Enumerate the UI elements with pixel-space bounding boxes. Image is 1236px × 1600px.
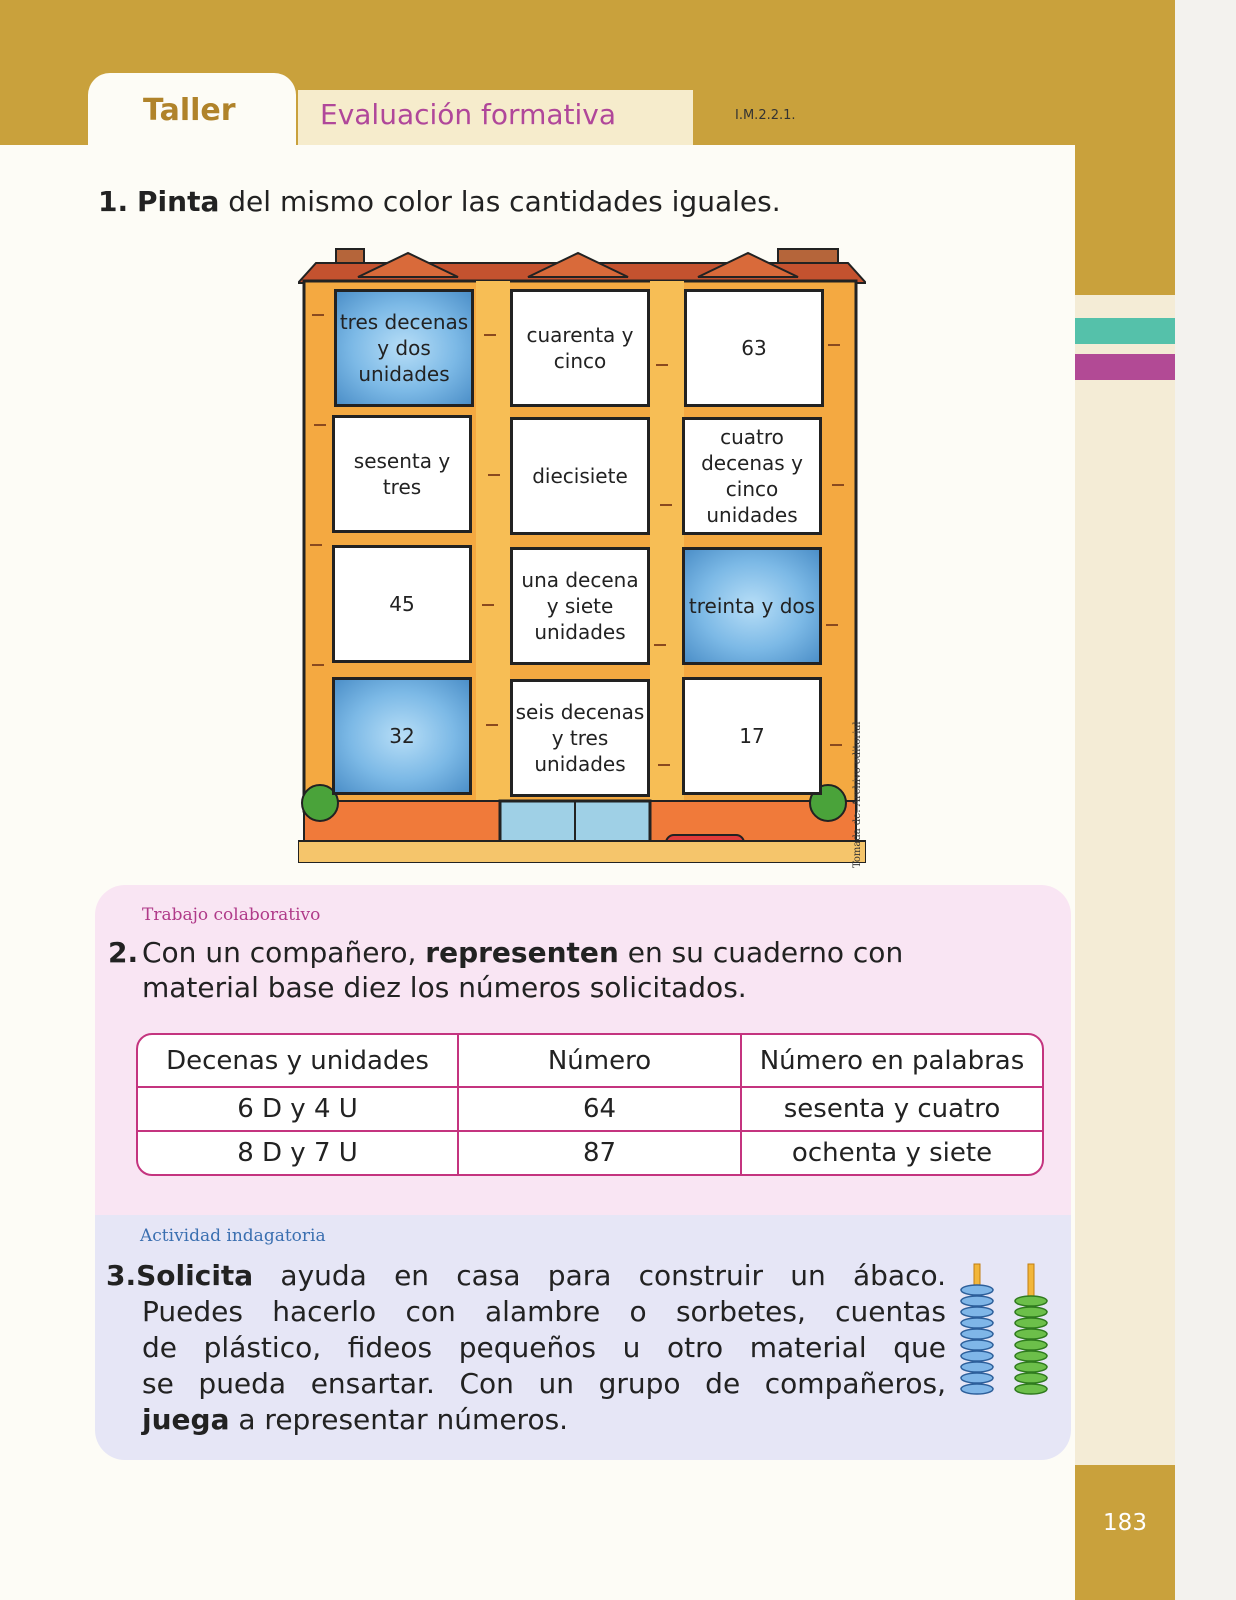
window-r4-c1[interactable]: 32 — [332, 677, 472, 795]
window-r1-c1[interactable]: tres decenas y dos unidades — [334, 289, 474, 407]
table-header-row — [138, 1035, 1042, 1087]
table-row — [138, 1131, 1042, 1174]
exercise-3-line1 — [106, 1258, 946, 1294]
right-color-band — [1075, 145, 1175, 295]
exercise-verb: Solicita — [136, 1259, 254, 1292]
exercise-text: del mismo color las cantidades iguales. — [219, 185, 781, 218]
column-header: Decenas y unidades — [138, 1035, 458, 1087]
section-label-collaborative: Trabajo colaborativo — [142, 905, 321, 925]
page-number: 183 — [1103, 1510, 1147, 1536]
tab-taller: Taller — [88, 73, 296, 149]
window-r2-c3[interactable]: cuatro decenas y cinco unidades — [682, 417, 822, 535]
window-r3-c1[interactable]: 45 — [332, 545, 472, 663]
exercise-number: 2. — [108, 936, 139, 969]
exercise-3-line3: de plástico, fideos pequeños u otro material que — [142, 1331, 946, 1364]
magenta-decor-bar — [1075, 354, 1175, 380]
table-row — [138, 1087, 1042, 1131]
abacus-icon — [955, 1258, 1055, 1398]
exercise-text: en su cuaderno con — [618, 936, 904, 969]
exercise-number: 1. — [98, 185, 129, 218]
table-cell: 64 — [458, 1087, 741, 1131]
right-margin — [1075, 295, 1175, 1465]
exercise-2-instruction — [108, 935, 1048, 971]
window-r2-c1[interactable]: sesenta y tres — [332, 415, 472, 533]
exercise-text: Con un compañero, — [142, 936, 426, 969]
window-r1-c3[interactable]: 63 — [684, 289, 824, 407]
exercise-3-line5 — [106, 1402, 946, 1438]
exercise-text: a representar números. — [229, 1403, 569, 1436]
exercise-3-line4: se pueda ensartar. Con un grupo de compañeros, — [142, 1367, 946, 1400]
exercise-text: ayuda en casa para construir un ábaco. — [253, 1259, 946, 1292]
table-cell: 8 D y 7 U — [138, 1131, 458, 1174]
tab-evaluacion-formativa: Evaluación formativa — [298, 90, 693, 145]
exercise-verb: Pinta — [137, 185, 220, 218]
image-credit: Tomada de: Archivo editorial — [852, 721, 863, 868]
exercise-1-instruction — [98, 185, 781, 218]
column-header: Número — [458, 1035, 741, 1087]
numbers-table — [136, 1033, 1044, 1176]
window-r2-c2[interactable]: diecisiete — [510, 417, 650, 535]
window-r1-c2[interactable]: cuarenta y cinco — [510, 289, 650, 407]
skill-code: I.M.2.2.1. — [735, 108, 796, 123]
window-r3-c2[interactable]: una decena y siete unidades — [510, 547, 650, 665]
window-r4-c2[interactable]: seis decenas y tres unidades — [510, 679, 650, 797]
column-header: Número en palabras — [741, 1035, 1042, 1087]
exercise-verb: representen — [425, 936, 619, 969]
table-cell: ochenta y siete — [741, 1131, 1042, 1174]
table-cell: 6 D y 4 U — [138, 1087, 458, 1131]
table-cell: sesenta y cuatro — [741, 1087, 1042, 1131]
section-label-inquiry: Actividad indagatoria — [140, 1226, 326, 1246]
exercise-3-line2: Puedes hacerlo con alambre o sorbetes, cuentas — [142, 1295, 946, 1328]
page-edge — [1175, 0, 1236, 1600]
building-illustration — [298, 245, 866, 863]
exercise-2-line2: material base diez los números solicitados. — [142, 971, 747, 1004]
exercise-3-instruction — [106, 1258, 946, 1438]
exercise-number: 3. — [106, 1259, 137, 1292]
exercise-verb: juega — [142, 1403, 230, 1436]
window-r4-c3[interactable]: 17 — [682, 677, 822, 795]
teal-decor-bar — [1075, 318, 1175, 344]
window-r3-c3[interactable]: treinta y dos — [682, 547, 822, 665]
table-cell: 87 — [458, 1131, 741, 1174]
